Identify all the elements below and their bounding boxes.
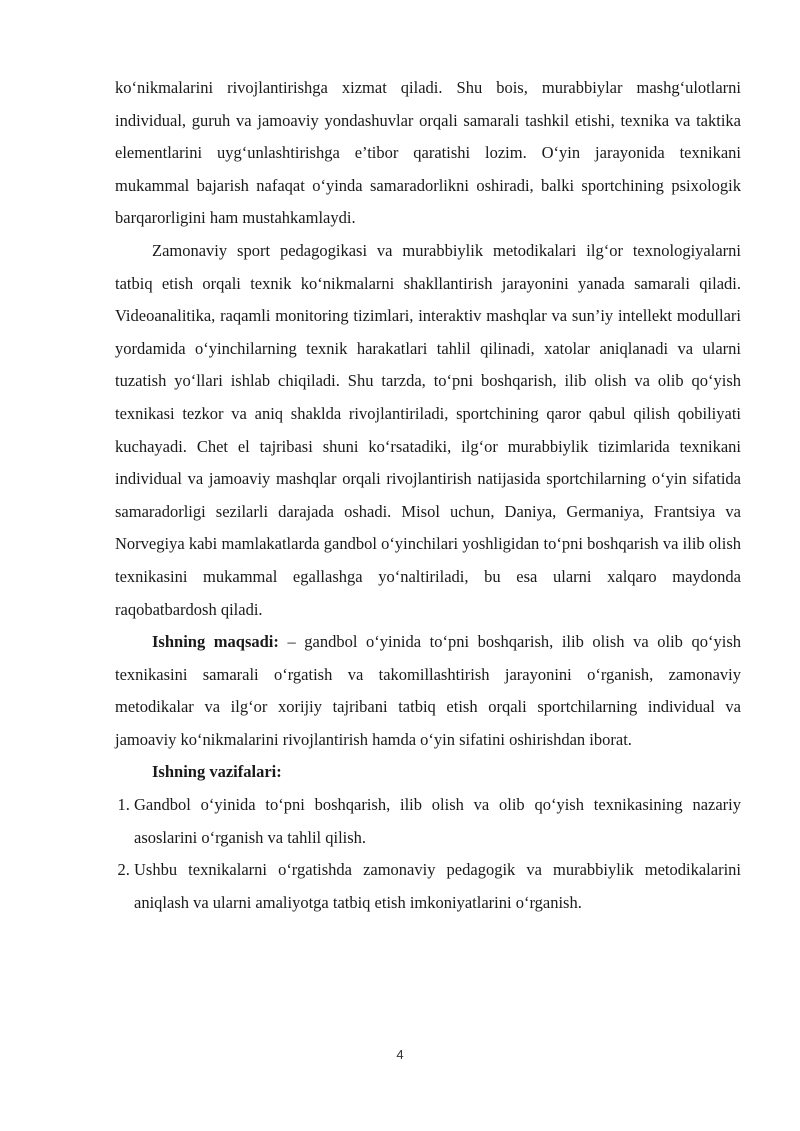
paragraph-modern-methods: Zamonaviy sport pedagogikasi va murabbiylik metodikalari ilg‘or texnologiyalarni tatbiq etish orqali texnik ko‘nikmalarni shakllantirish jarayonini yanada samarali qiladi. Videoanalitika, raqamli monitoring tizimlari, interaktiv mashqlar va sun’iy intellekt modullari yordamida o‘yinchilarning texnik harakatlari tahlil qilinadi, xatolar aniqlanadi va ularni tuzatish yo‘llari ishlab chiqiladi. Shu tarzda, to‘pni boshqarish, ilib olish va olib qo‘yish texnikasi tezkor va aniq shaklda rivojlantiriladi, sportchining qaror qabul qilish qobiliyati kuchayadi. Chet el tajribasi shuni ko‘rsatadiki, ilg‘or murabbiylik tizimlarida texnikani individual va jamoaviy mashqlar orqali rivojlantirish natijasida sportchilarning o‘yin sifatida samaradorligi sezilarli darajada oshadi. Misol uchun, Daniya, Germaniya, Frantsiya va Norvegiya kabi mamlakatlarda gandbol o‘yinchilari yoshligidan to‘pni boshqarish va ilib olish texnikasini mukammal egallashga yo‘naltiriladi, bu esa ularni xalqaro maydonda raqobatbardosh qiladi. [115,240,741,619]
goal-label: Ishning maqsadi: [152,632,279,652]
goal-text: – gandbol o‘yinida to‘pni boshqarish, ilib olish va olib qo‘yish texnikasini samarali o‘rgatish va takomillashtirish jarayonini o‘rganish, zamonaviy metodikalar va ilg‘or xorijiy tajribani tatbiq etish orqali sportchilarning individual va jamoaviy ko‘nikmalarini rivojlantirish hamda o‘yin sifatini oshirishdan iborat. [115,632,741,749]
page-content [115,72,741,919]
tasks-list [115,789,741,919]
list-item: 1. Gandbol o‘yinida to‘pni boshqarish, ilib olish va olib qo‘yish texnikasining nazariy asoslarini o‘rganish va tahlil qilish. [134,789,741,854]
page-number: 4 [396,1047,404,1062]
paragraph-goal [115,626,741,756]
list-item: 2. Ushbu texnikalarni o‘rgatishda zamonaviy pedagogik va murabbiylik metodikalarini aniqlash va ularni amaliyotga tatbiq etish imkoniyatlarini o‘rganish. [134,854,741,919]
paragraph-intro: ko‘nikmalarini rivojlantirishga xizmat qiladi. Shu bois, murabbiylar mashg‘ulotlarni individual, guruh va jamoaviy yondashuvlar orqali samarali tashkil etishi, texnika va taktika elementlarini uyg‘unlashtirishga e’tibor qaratishi lozim. O‘yin jarayonida texnikani mukammal bajarish nafaqat o‘yinda samaradorlikni oshiradi, balki sportchining psixologik barqarorligini ham mustahkamlaydi. [115,78,741,228]
tasks-heading: Ishning vazifalari: [152,762,282,782]
